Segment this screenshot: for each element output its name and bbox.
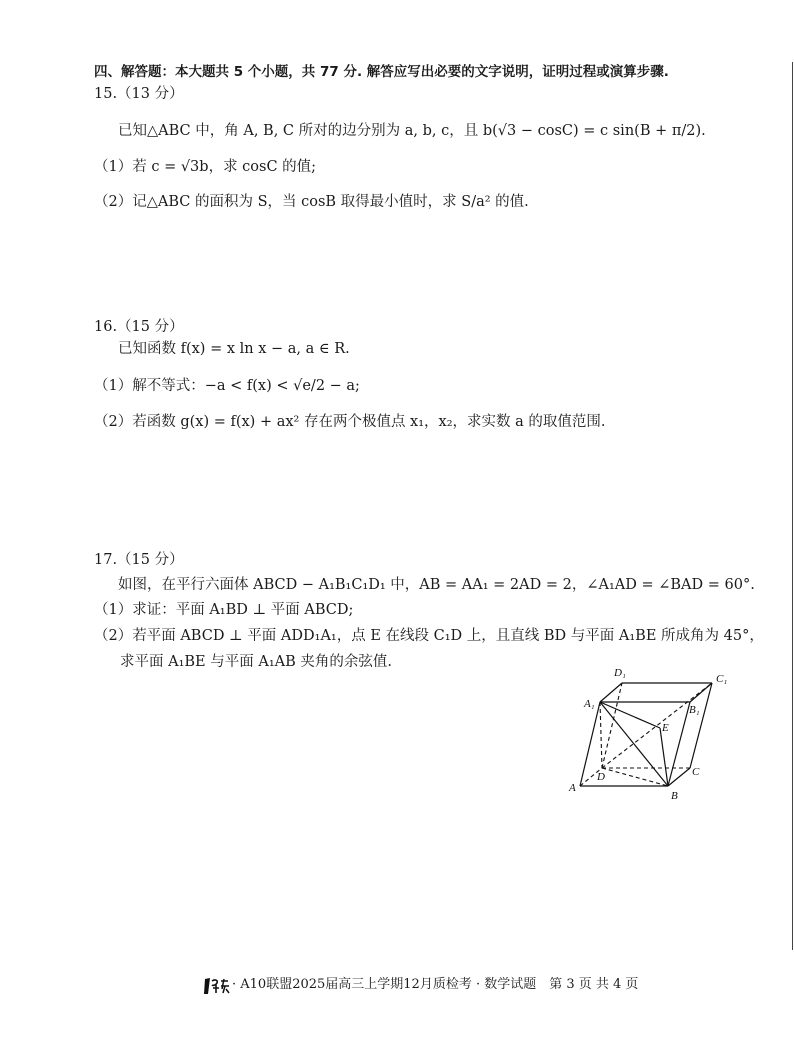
problem-17-stem: 如图，在平行六面体 ABCD − A₁B₁C₁D₁ 中，AB = AA₁ = 2AD = 2，∠A₁AD = ∠BAD = 60°. [118,577,755,593]
label-A: A [569,782,576,794]
label-B1: B₁ [689,704,700,716]
problem-16-number: 16.（15 分） [94,319,184,335]
section-header: 四、解答题：本大题共 5 个小题，共 77 分. 解答应写出必要的文字说明，证明过程或演算步骤. [94,64,669,80]
label-D1: D₁ [614,667,626,679]
edge-BC [668,768,690,786]
problem-15-part-2: （2）记△ABC 的面积为 S，当 cosB 取得最小值时，求 S/a² 的值. [94,194,529,210]
brand-logo-icon [203,977,231,995]
problem-17-part-2: （2）若平面 ABCD ⊥ 平面 ADD₁A₁，点 E 在线段 C₁D 上，且直线 BD 与平面 A₁BE 所成角为 45°， [94,628,764,644]
problem-17-number: 17.（15 分） [94,552,184,568]
problem-15-number: 15.（13 分） [94,86,184,102]
segment-A1E [600,702,660,728]
label-E: E [662,722,669,734]
parallelepiped-figure [560,660,760,802]
label-C: C [692,766,700,778]
label-D: D [597,771,605,783]
segment-A1D-hidden [600,702,602,768]
label-C1: C₁ [716,673,728,685]
footer-text: · A10联盟2025届高三上学期12月质检考 · 数学试题 第 3 页 共 4 页 [232,977,639,992]
edge-CC1 [690,683,712,768]
segment-A1B [600,702,668,786]
problem-17-part-1: （1）求证：平面 A₁BD ⊥ 平面 ABCD; [94,602,354,618]
page-right-rule [792,62,793,950]
segment-BD-hidden [602,768,668,786]
problem-16-part-1: （1）解不等式：−a < f(x) < √e/2 − a; [94,378,360,394]
problem-15-stem: 已知△ABC 中，角 A, B, C 所对的边分别为 a, b, c，且 b(√3 − cosC) = c sin(B + π/2). [118,123,706,139]
problem-15-part-1: （1）若 c = √3b，求 cosC 的值; [94,159,317,175]
problem-16-part-2: （2）若函数 g(x) = f(x) + ax² 存在两个极值点 x₁，x₂，求实数 a 的取值范围. [94,414,606,430]
label-A1: A₁ [584,698,595,710]
label-B: B [671,790,678,802]
problem-16-stem: 已知函数 f(x) = x ln x − a, a ∈ R. [118,341,350,357]
problem-17-part-2-cont: 求平面 A₁BE 与平面 A₁AB 夹角的余弦值. [120,654,392,670]
